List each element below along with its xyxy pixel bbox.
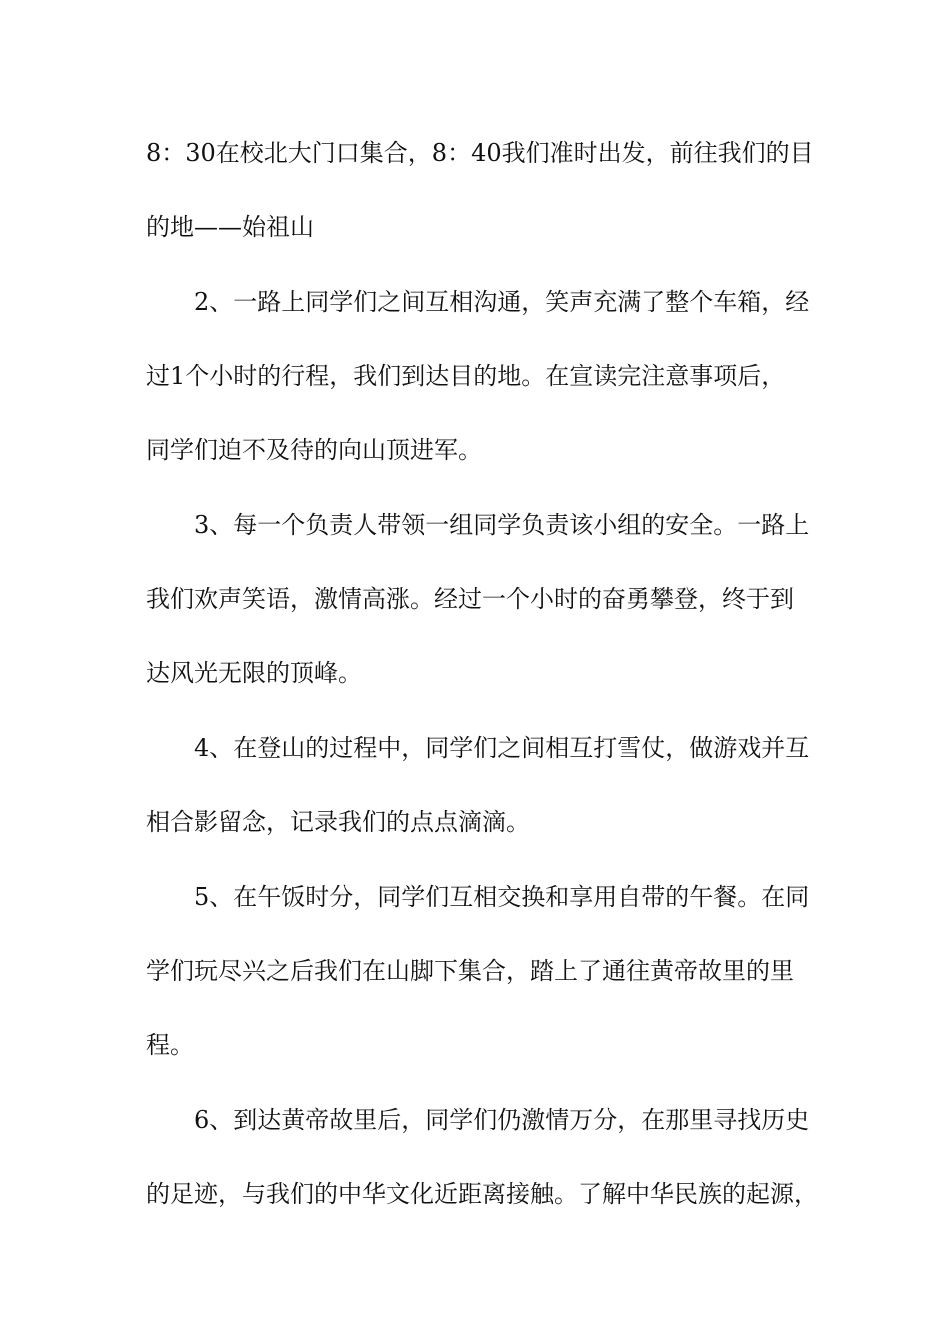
paragraph-6-line: 6、到达黄帝故里后，同学们仍激情万分，在那里寻找历史 (194, 1106, 810, 1134)
text-line: 达风光无限的顶峰。 (146, 659, 362, 687)
paragraph-3-line: 3、每一个负责人带领一组同学负责该小组的安全。一路上 (194, 511, 810, 539)
text-line: 我们欢声笑语，激情高涨。经过一个小时的奋勇攀登，终于到 (146, 585, 794, 613)
text-line: 程。 (146, 1031, 194, 1059)
text-line: 学们玩尽兴之后我们在山脚下集合，踏上了通往黄帝故里的里 (146, 957, 794, 985)
text-line: 过1个小时的行程，我们到达目的地。在宣读完注意事项后， (146, 362, 786, 390)
text-line: 8：30在校北大门口集合，8：40我们准时出发，前往我们的目 (146, 139, 814, 167)
paragraph-5-line: 5、在午饭时分，同学们互相交换和享用自带的午餐。在同 (194, 883, 810, 911)
text-line: 相合影留念，记录我们的点点滴滴。 (146, 808, 530, 836)
text-line: 同学们迫不及待的向山顶进军。 (146, 436, 482, 464)
paragraph-4-line: 4、在登山的过程中，同学们之间相互打雪仗，做游戏并互 (194, 734, 810, 762)
text-line: 的地——始祖山 (146, 213, 314, 241)
paragraph-2-line: 2、一路上同学们之间互相沟通，笑声充满了整个车箱，经 (194, 288, 810, 316)
text-line: 的足迹，与我们的中华文化近距离接触。了解中华民族的起源， (146, 1180, 818, 1208)
